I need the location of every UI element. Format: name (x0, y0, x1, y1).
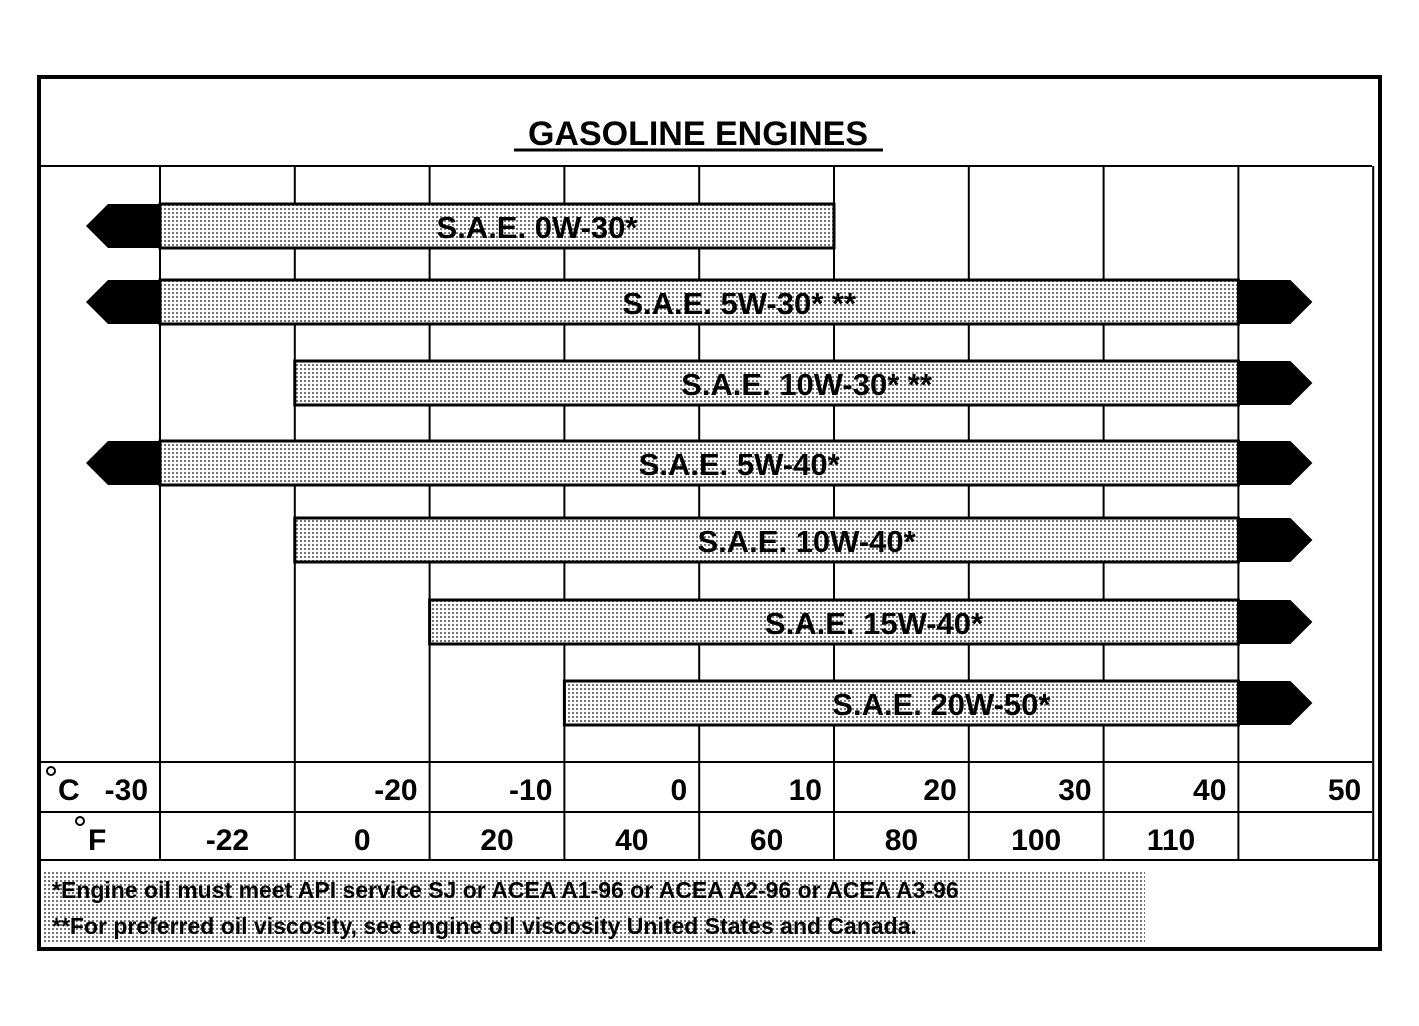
footnote-1: **For preferred oil viscosity, see engine oil viscosity United States and Canada. (52, 913, 917, 939)
celsius-tick-4: 10 (788, 774, 822, 807)
grid-lines (160, 166, 1373, 860)
celsius-tick-7: 40 (1193, 774, 1227, 807)
celsius-tick-5: 20 (923, 774, 957, 807)
bar-label-2: S.A.E. 10W-30* ** (681, 367, 933, 402)
fahrenheit-unit-label: F (88, 824, 107, 857)
celsius-unit-label: C (58, 774, 80, 807)
bar-arrow-left-0 (86, 204, 160, 248)
bar-label-5: S.A.E. 15W-40* (764, 606, 984, 641)
celsius-tick-8: 50 (1327, 774, 1362, 807)
fahrenheit-tick-5: 80 (884, 824, 919, 857)
celsius-tick-3: 0 (670, 774, 688, 807)
bar-arrow-left-1 (86, 280, 160, 324)
footnote-0: *Engine oil must meet API service SJ or ACEA A1-96 or ACEA A2-96 or ACEA A3-96 (52, 877, 959, 903)
bar-label-6: S.A.E. 20W-50* (832, 687, 1051, 722)
bar-arrow-right-5 (1238, 600, 1312, 644)
fahrenheit-degree-mark (76, 817, 84, 825)
fahrenheit-tick-0: -22 (205, 824, 250, 857)
fahrenheit-tick-7: 110 (1146, 824, 1196, 857)
fahrenheit-tick-1: 0 (353, 824, 371, 857)
bar-label-3: S.A.E. 5W-40* (638, 447, 840, 482)
bar-arrow-right-3 (1238, 441, 1312, 485)
fahrenheit-tick-2: 20 (480, 824, 514, 857)
bar-arrow-right-6 (1238, 681, 1312, 725)
celsius-tick-1: -20 (374, 774, 418, 807)
chart-title: GASOLINE ENGINES (527, 115, 869, 153)
bar-arrow-right-2 (1238, 361, 1312, 405)
bar-label-4: S.A.E. 10W-40* (697, 524, 916, 559)
fahrenheit-tick-4: 60 (749, 824, 784, 857)
celsius-tick-6: 30 (1058, 774, 1092, 807)
celsius-tick-0: -30 (104, 774, 148, 807)
bar-label-1: S.A.E. 5W-30* ** (622, 286, 857, 321)
fahrenheit-tick-3: 40 (615, 824, 649, 857)
bar-label-0: S.A.E. 0W-30* (436, 210, 638, 245)
celsius-tick-2: -10 (509, 774, 553, 807)
bar-arrow-left-3 (86, 441, 160, 485)
fahrenheit-tick-6: 100 (1011, 824, 1062, 857)
bar-arrow-right-4 (1238, 518, 1312, 562)
bar-arrow-right-1 (1238, 280, 1312, 324)
celsius-degree-mark (47, 767, 55, 775)
